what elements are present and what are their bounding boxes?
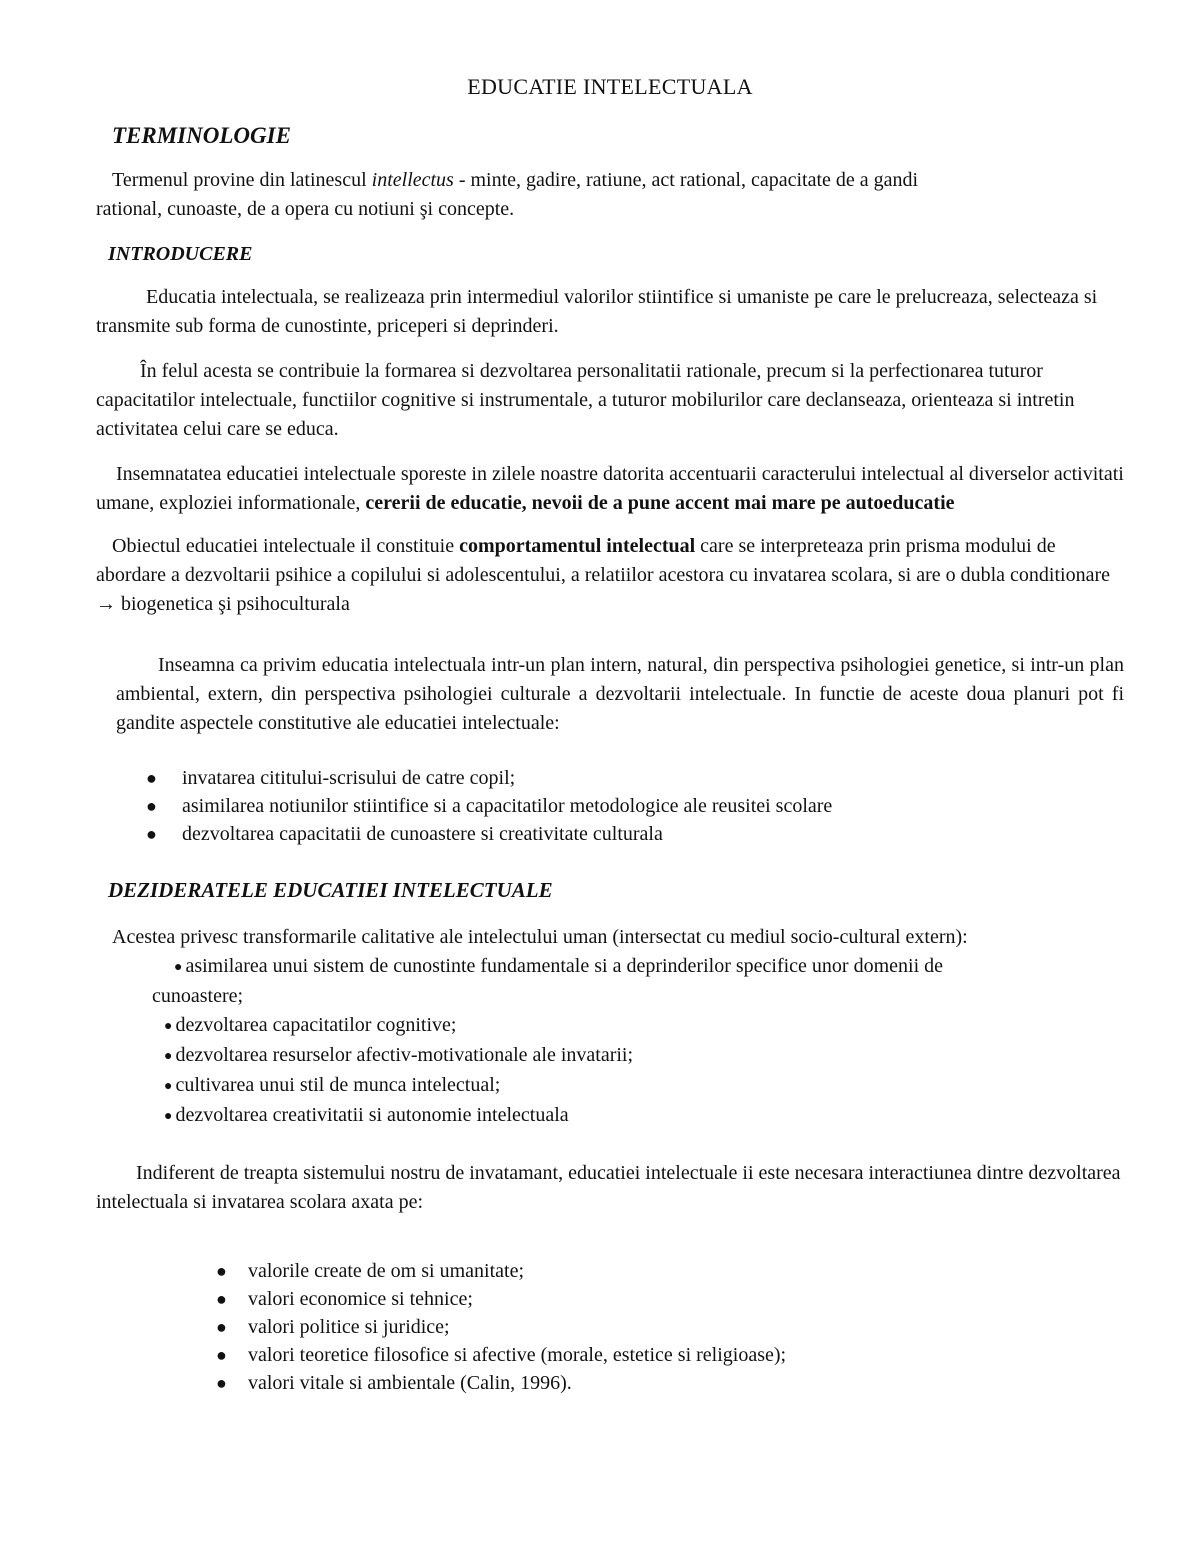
- bullet-icon: ●: [216, 1261, 227, 1281]
- paragraph-intro-1: Educatia intelectuala, se realizeaza prin intermediul valorilor stiintifice si umaniste pe care le prelucreaza, selecteaza si transmite sub forma de cunostinte, priceperi si deprinderi.: [96, 286, 1098, 337]
- list-item-text: asimilarea notiunilor stiintifice si a capacitatilor metodologice ale reusitei scolare: [182, 795, 833, 817]
- list-item: [216, 1313, 1124, 1341]
- term-latin-word: intellectus: [371, 169, 454, 191]
- list-item: [152, 952, 1124, 1011]
- list-item-text: dezvoltarea capacitatilor cognitive;: [175, 1014, 457, 1036]
- list-item: [216, 1369, 1124, 1397]
- intro-4-after: care se interpreteaza prin prisma modului de abordare a dezvoltarii psihice a copilului si adolescentului, a relatiilor acestora cu invatarea scolara, si are o dubla conditionare → biogenetica şi psihoculturala: [96, 535, 1111, 615]
- list-item-text: dezvoltarea resurselor afectiv-motivationale ale invatarii;: [175, 1044, 634, 1066]
- document-title: EDUCATIE INTELECTUALA: [467, 74, 753, 99]
- heading-terminologie: TERMINOLOGIE: [112, 123, 291, 148]
- heading-introducere: INTRODUCERE: [108, 243, 253, 265]
- paragraph-intro-2: În felul acesta se contribuie la formarea si dezvoltarea personalitatii rationale, precum si la perfectionarea tuturor capacitatilor intelectuale, functiilor cognitive si instrumentale, a tuturor mobilurilor care declanseaza, orienteaza si intretin activitatea celui care se educa.: [96, 360, 1075, 440]
- list-item: [152, 1011, 1124, 1041]
- paragraph-intro-3: [96, 460, 1124, 518]
- paragraph-intro-4: [96, 532, 1124, 619]
- list-item-text: invatarea cititului-scrisului de catre copil;: [182, 767, 516, 789]
- intro-3-normal-text: Insemnatatea educatiei intelectuale sporeste in zilele noastre datorita accentuarii caracterului intelectual al diverselor activitati umane, exploziei informationale,: [96, 463, 1124, 514]
- list-valori: [96, 1257, 1124, 1397]
- bullet-icon: ●: [216, 1289, 227, 1309]
- list-item-text: dezvoltarea creativitatii si autonomie intelectuala: [175, 1104, 569, 1126]
- list-item: [152, 1071, 1124, 1101]
- list-item-text: valori vitale si ambientale (Calin, 1996).: [248, 1372, 572, 1394]
- bullet-icon: ●: [146, 824, 157, 844]
- bullet-icon: ●: [164, 1019, 173, 1034]
- intro-4-before: Obiectul educatiei intelectuale il constituie: [112, 535, 460, 557]
- paragraph-indiferent: Indiferent de treapta sistemului nostru de invatamant, educatiei intelectuale ii este necesara interactiunea dintre dezvoltarea intelectuala si invatarea scolara axata pe:: [96, 1162, 1121, 1213]
- paragraph-deziderate-intro: Acestea privesc transformarile calitative ale intelectului uman (intersectat cu mediul socio-cultural extern):: [112, 926, 968, 948]
- list-item: [152, 1041, 1124, 1071]
- bullet-icon: ●: [216, 1345, 227, 1365]
- list-deziderate: [96, 952, 1124, 1131]
- list-item: [146, 764, 1124, 792]
- term-text-after-1: - minte, gadire, ratiune, act rational, capacitate de a gandi: [453, 169, 919, 191]
- heading-deziderate: DEZIDERATELE EDUCATIEI INTELECTUALE: [108, 878, 553, 902]
- term-text-after-2: rational, cunoaste, de a opera cu notiuni şi concepte.: [96, 198, 515, 220]
- bullet-icon: ●: [164, 1079, 173, 1094]
- bullet-icon: ●: [164, 1049, 173, 1064]
- bullet-icon: ●: [216, 1317, 227, 1337]
- list-item: [216, 1257, 1124, 1285]
- list-item: [146, 792, 1124, 820]
- term-text-before: Termenul provine din latinescul: [112, 169, 372, 191]
- bullet-icon: ●: [146, 768, 157, 788]
- list-item-continuation: cunoastere;: [152, 985, 244, 1007]
- bullet-icon: ●: [146, 796, 157, 816]
- list-item-text: valori teoretice filosofice si afective (morale, estetice si religioase);: [248, 1344, 787, 1366]
- paragraph-terminologie: [96, 166, 1124, 224]
- list-item-text: dezvoltarea capacitatii de cunoastere si creativitate culturala: [182, 823, 663, 845]
- list-item-text: valorile create de om si umanitate;: [248, 1260, 524, 1282]
- bullet-icon: ●: [216, 1373, 227, 1393]
- list-item: [216, 1285, 1124, 1313]
- paragraph-inseamna: Inseamna ca privim educatia intelectuala intr-un plan intern, natural, din perspectiva psihologiei genetice, si intr-un plan ambiental, extern, din perspectiva psihologiei culturale a dezvoltarii intelectuale. In functie de aceste doua planuri pot fi gandite aspectele constitutive ale educatiei intelectuale:: [116, 654, 1124, 734]
- list-item: [216, 1341, 1124, 1369]
- bullet-icon: ●: [174, 960, 183, 975]
- list-item: [152, 1101, 1124, 1131]
- list-item: [146, 820, 1124, 848]
- intro-3-bold-text: cererii de educatie, nevoii de a pune accent mai mare pe autoeducatie: [365, 492, 955, 514]
- list-item-text: valori economice si tehnice;: [248, 1288, 473, 1310]
- list-item-text: asimilarea unui sistem de cunostinte fundamentale si a deprinderilor specifice unor domenii de: [185, 955, 944, 977]
- bullet-icon: ●: [164, 1109, 173, 1124]
- intro-4-bold: comportamentul intelectual: [459, 535, 696, 557]
- list-item-text: valori politice si juridice;: [248, 1316, 450, 1338]
- list-aspecte-constitutive: [96, 764, 1124, 848]
- list-item-text: cultivarea unui stil de munca intelectual;: [175, 1074, 501, 1096]
